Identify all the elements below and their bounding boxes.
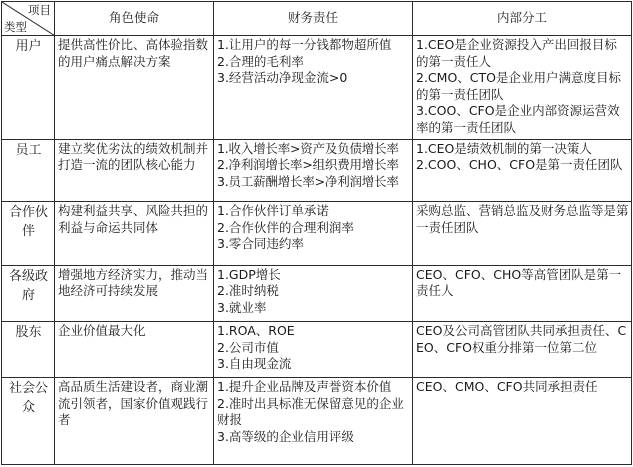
division-cell: CEO、CFO、CHO等高管团队是第一责任人	[413, 265, 632, 321]
division-cell: 采购总监、营销总监及财务总监等是第一责任团队	[413, 202, 632, 265]
table-row	[2, 36, 632, 140]
finance-line: 2.合理的毛利率	[217, 53, 304, 69]
finance-cell	[214, 265, 413, 321]
column-header-division: 内部分工	[413, 2, 632, 36]
corner-label-item: 项目	[28, 3, 51, 17]
row-category: 用户	[2, 36, 55, 140]
responsibility-table	[1, 1, 632, 465]
finance-cell	[214, 378, 413, 465]
finance-line: 3.自由现金流	[217, 356, 292, 372]
finance-line: 2.准时纳税	[217, 283, 279, 299]
table-row	[2, 202, 632, 265]
finance-line: 1.让用户的每一分钱都物超所值	[217, 37, 392, 53]
finance-line: 1.GDP增长	[217, 266, 281, 282]
mission-cell: 建立奖优劣汰的绩效机制并打造一流的团队核心能力	[55, 139, 214, 201]
finance-cell	[214, 139, 413, 201]
division-cell: CEO、CMO、CFO共同承担责任	[413, 378, 632, 465]
finance-line: 1.收入增长率>资产及负债增长率	[217, 140, 399, 156]
row-category: 员工	[2, 139, 55, 201]
finance-line: 2.合作伙伴的合理利润率	[217, 219, 354, 235]
row-category: 股东	[2, 322, 55, 378]
mission-cell: 增强地方经济实力，推动当地经济可持续发展	[55, 265, 214, 321]
finance-cell	[214, 322, 413, 378]
corner-label-type: 类型	[4, 20, 27, 35]
finance-cell	[214, 36, 413, 140]
row-category: 合作伙伴	[2, 202, 55, 265]
finance-line: 2.准时出具标准无保留意见的企业财报	[217, 395, 404, 428]
corner-header-cell	[2, 2, 55, 36]
division-cell	[413, 36, 632, 140]
column-header-finance: 财务责任	[214, 2, 413, 36]
header-row	[2, 2, 632, 36]
finance-line: 3.经营活动净现金流>0	[217, 70, 348, 86]
table-row	[2, 378, 632, 465]
division-line: 2.COO、CHO、CFO是第一责任团队	[416, 157, 623, 173]
table-row	[2, 322, 632, 378]
table-row	[2, 139, 632, 201]
mission-cell: 构建利益共享、风险共担的利益与命运共同体	[55, 202, 214, 265]
finance-line: 3.就业率	[217, 299, 267, 315]
finance-line: 2.公司市值	[217, 339, 279, 355]
mission-cell: 企业价值最大化	[55, 322, 214, 378]
finance-line: 2.净利润增长率>组织费用增长率	[217, 157, 399, 173]
row-category: 各级政府	[2, 265, 55, 321]
division-cell: CEO及公司高管团队共同承担责任、CEO、CFO权重分排第一位第二位	[413, 322, 632, 378]
division-line: 1.CEO是绩效机制的第一决策人	[416, 140, 592, 156]
finance-line: 1.提升企业品牌及声誉资本价值	[217, 379, 392, 395]
row-category: 社会公众	[2, 378, 55, 465]
finance-line: 3.员工薪酬增长率>净利润增长率	[217, 173, 399, 189]
division-cell	[413, 139, 632, 201]
division-line: 2.CMO、CTO是企业用户满意度目标的第一责任团队	[416, 70, 621, 102]
division-line: 1.CEO是企业资源投入产出回报目标的第一责任人	[416, 37, 617, 69]
division-line: 3.COO、CFO是企业内部资源运营效率的第一责任团队	[416, 103, 620, 135]
finance-line: 1.ROA、ROE	[217, 323, 295, 339]
finance-line: 3.零合同违约率	[217, 236, 304, 252]
mission-cell: 提供高性价比、高体验指数的用户痛点解决方案	[55, 36, 214, 140]
finance-line: 3.高等级的企业信用评级	[217, 428, 354, 444]
column-header-mission: 角色使命	[55, 2, 214, 36]
table-row	[2, 265, 632, 321]
mission-cell: 高品质生活建设者，商业潮流引领者，国家价值观践行者	[55, 378, 214, 465]
finance-line: 1.合作伙伴订单承诺	[217, 203, 329, 219]
finance-cell	[214, 202, 413, 265]
